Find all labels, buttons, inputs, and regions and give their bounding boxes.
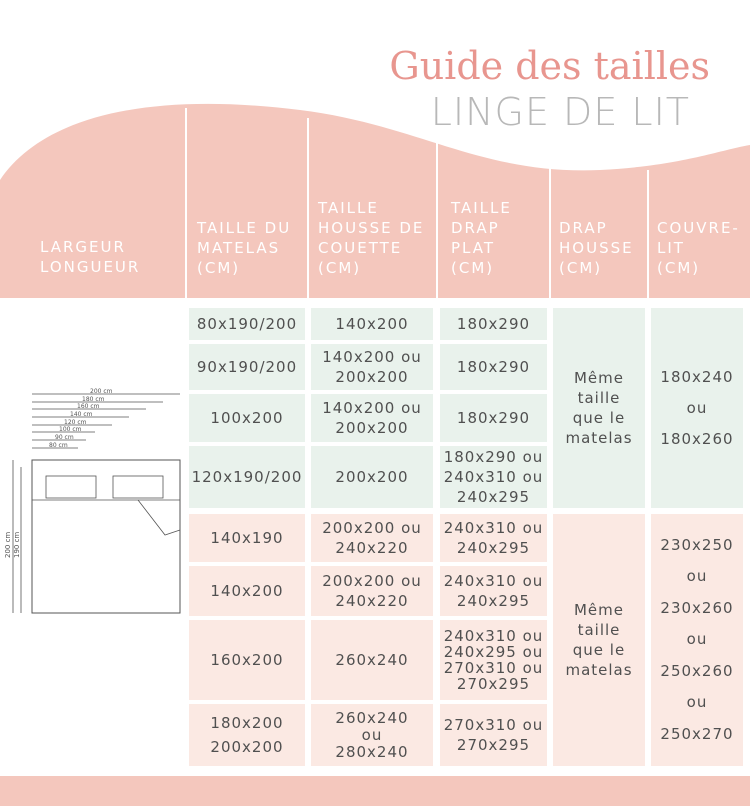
cell-text: 270x310 ou xyxy=(443,659,544,677)
cell-text: 140x200 xyxy=(335,315,409,333)
cell-text: que le xyxy=(572,409,626,427)
cell-text: 80x190/200 xyxy=(196,315,298,333)
cell-text: 240x220 xyxy=(335,539,409,557)
footer-band xyxy=(0,776,750,806)
cell-text: 140x200 ou xyxy=(322,399,422,417)
cell-text: 280x240 xyxy=(335,742,409,761)
page-subtitle: LINGE DE LIT xyxy=(430,90,690,134)
cell-text: 180x290 ou xyxy=(443,448,544,466)
cell-drap-housse xyxy=(553,514,645,766)
header-divider xyxy=(307,118,309,298)
header-line: PLAT xyxy=(451,239,496,257)
cell-matelas xyxy=(189,566,305,616)
cell-text: ou xyxy=(361,725,383,744)
header-divider xyxy=(185,108,187,298)
header-line: (CM) xyxy=(451,259,495,277)
header-line: TAILLE DU xyxy=(197,219,292,237)
header-drap-housse xyxy=(559,218,634,278)
cell-text: taille xyxy=(577,621,621,639)
cell-text: 270x295 xyxy=(456,675,531,693)
bed-width-label: 100 cm xyxy=(59,426,82,433)
cell-text: 140x200 ou xyxy=(322,348,422,366)
cell-text: 200x200 xyxy=(335,368,409,386)
header-line: DRAP xyxy=(451,219,500,237)
cell-drap-plat xyxy=(440,446,547,508)
header-divider xyxy=(436,140,438,298)
bed-width-label: 90 cm xyxy=(55,434,74,441)
cell-text: que le xyxy=(572,641,626,659)
cell-text: 270x310 ou xyxy=(443,716,544,734)
bed-width-label: 200 cm xyxy=(90,388,113,395)
cell-text: ou xyxy=(686,630,708,649)
header-drap-plat xyxy=(451,198,512,278)
cell-drap-plat xyxy=(440,704,547,766)
cell-text: 160x200 xyxy=(210,651,284,669)
cell-drap-plat xyxy=(440,514,547,562)
cell-housse xyxy=(311,344,433,390)
cell-text: taille xyxy=(577,389,621,407)
cell-text: Même xyxy=(573,369,624,387)
header-divider xyxy=(549,165,551,298)
cell-couvre-lit xyxy=(651,514,743,766)
header-line: COUETTE xyxy=(318,239,403,257)
header-line: COUVRE- xyxy=(657,219,740,237)
cell-couvre-lit xyxy=(651,308,743,508)
cell-text: 240x295 xyxy=(456,488,531,506)
cell-text: 180x260 xyxy=(660,429,734,448)
cell-text: 140x190 xyxy=(210,529,284,547)
cell-matelas xyxy=(189,514,305,562)
page-title: Guide des tailles xyxy=(389,44,710,88)
cell-matelas xyxy=(189,446,305,508)
header-line: MATELAS xyxy=(197,239,281,257)
bed-width-label: 140 cm xyxy=(70,411,93,418)
cell-drap-plat xyxy=(440,566,547,616)
cell-text: matelas xyxy=(565,661,633,679)
cell-housse xyxy=(311,394,433,442)
cell-drap-plat xyxy=(440,620,547,700)
header-line: (CM) xyxy=(559,259,603,277)
cell-text: 200x200 ou xyxy=(322,572,422,590)
cell-text: 200x200 xyxy=(335,419,409,437)
cell-housse xyxy=(311,566,433,616)
cell-text: 140x200 xyxy=(210,582,284,600)
cell-text: 230x260 xyxy=(660,598,734,617)
cell-text: 240x310 ou xyxy=(443,572,544,590)
cell-text: 180x290 xyxy=(456,358,531,376)
cell-matelas xyxy=(189,620,305,700)
bed-width-label: 120 cm xyxy=(64,419,87,426)
header-largeur-longueur xyxy=(40,237,140,277)
cell-housse xyxy=(311,704,433,766)
cell-text: 240x310 ou xyxy=(443,468,544,486)
header-largeur: LARGEUR xyxy=(40,238,126,256)
bed-width-label: 160 cm xyxy=(77,403,100,410)
header-line: HOUSSE DE xyxy=(318,219,425,237)
header-line: (CM) xyxy=(318,259,362,277)
cell-matelas xyxy=(189,394,305,442)
cell-text: 240x310 ou xyxy=(443,519,544,537)
header-line: HOUSSE xyxy=(559,239,634,257)
cell-matelas xyxy=(189,344,305,390)
cell-text: 260x240 xyxy=(335,651,409,669)
cell-text: 240x295 xyxy=(456,592,531,610)
header-line: TAILLE xyxy=(451,199,512,217)
header-matelas xyxy=(197,218,291,278)
cell-matelas xyxy=(189,704,305,766)
cell-housse xyxy=(311,514,433,562)
cell-text: Même xyxy=(573,601,624,619)
cell-drap-plat xyxy=(440,344,547,390)
cell-text: 100x200 xyxy=(210,409,284,427)
cell-matelas xyxy=(189,308,305,340)
cell-text: 180x290 xyxy=(456,315,531,333)
header-line: (CM) xyxy=(197,259,241,277)
cell-text: 180x240 xyxy=(660,367,734,386)
cell-text: 240x310 ou xyxy=(443,627,544,645)
cell-text: 240x295 xyxy=(456,539,531,557)
cell-text: 250x260 xyxy=(660,661,734,680)
bed-length-label: 190 cm xyxy=(13,531,21,558)
header-longueur: LONGUEUR xyxy=(40,258,141,276)
bed-length-label: 200 cm xyxy=(4,531,12,558)
header-line: (CM) xyxy=(657,259,701,277)
bed-width-label: 80 cm xyxy=(49,442,68,449)
header-line: TAILLE xyxy=(318,199,379,217)
cell-text: 250x270 xyxy=(660,724,734,743)
cell-drap-housse xyxy=(553,308,645,508)
cell-text: 120x190/200 xyxy=(191,468,303,486)
cell-housse xyxy=(311,446,433,508)
cell-text: 230x250 xyxy=(660,535,734,554)
cell-text: 180x290 xyxy=(456,409,531,427)
header-line: LIT xyxy=(657,239,685,257)
cell-text: 240x295 ou xyxy=(443,643,544,661)
header-line: DRAP xyxy=(559,219,608,237)
bed-diagram xyxy=(0,380,185,620)
cell-text: ou xyxy=(686,567,708,586)
cell-text: 200x200 xyxy=(210,738,284,756)
bed-width-label: 180 cm xyxy=(82,396,105,403)
cell-text: 180x200 xyxy=(210,714,284,732)
cell-drap-plat xyxy=(440,308,547,340)
cell-text: ou xyxy=(686,398,708,417)
cell-text: 240x220 xyxy=(335,592,409,610)
cell-text: ou xyxy=(686,693,708,712)
header-couvre-lit xyxy=(657,218,740,278)
cell-text: matelas xyxy=(565,429,633,447)
header-housse-couette xyxy=(318,198,424,278)
cell-text: 200x200 xyxy=(335,468,409,486)
cell-housse xyxy=(311,308,433,340)
cell-drap-plat xyxy=(440,394,547,442)
cell-text: 90x190/200 xyxy=(196,358,298,376)
header-divider xyxy=(647,170,649,298)
cell-text: 270x295 xyxy=(456,736,531,754)
cell-text: 260x240 xyxy=(335,708,409,727)
cell-housse xyxy=(311,620,433,700)
cell-text: 200x200 ou xyxy=(322,519,422,537)
